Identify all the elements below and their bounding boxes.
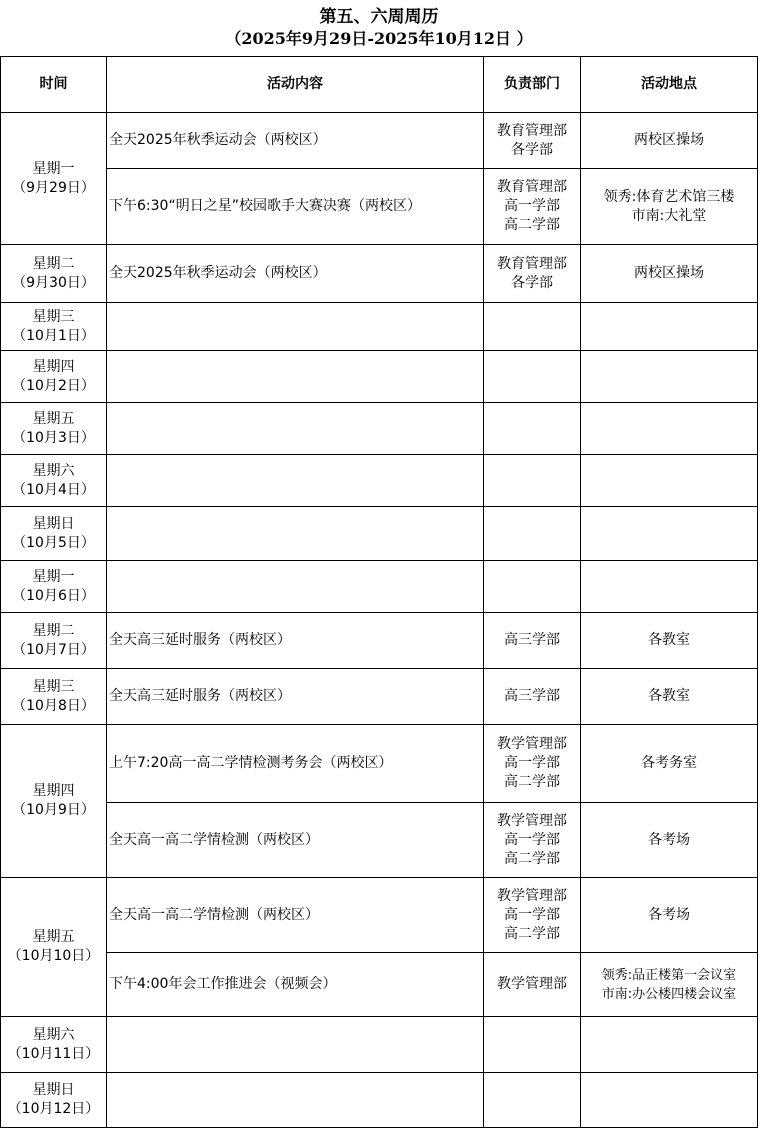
title-line-1: 第五、六周周历 bbox=[319, 7, 439, 27]
table-row bbox=[1, 669, 758, 725]
dept-line: 教学管理部 bbox=[497, 887, 567, 904]
calendar-title bbox=[0, 0, 758, 56]
date: （10月8日） bbox=[12, 697, 95, 714]
day-cell bbox=[1, 351, 107, 403]
dept-line: 高二学部 bbox=[504, 774, 560, 790]
location-line: 领秀:品正楼第一会议室 bbox=[601, 967, 737, 983]
location-cell bbox=[581, 613, 758, 669]
day-cell bbox=[1, 613, 107, 669]
dept-line: 各学部 bbox=[511, 141, 553, 158]
day-cell bbox=[1, 113, 107, 245]
activity-cell bbox=[107, 507, 484, 561]
weekday: 星期四 bbox=[32, 358, 75, 375]
day-cell bbox=[1, 725, 107, 878]
weekday: 星期二 bbox=[32, 622, 75, 639]
dept-line: 教学管理部 bbox=[497, 812, 567, 829]
dept-cell bbox=[484, 507, 581, 561]
table-row bbox=[1, 878, 758, 953]
location-cell bbox=[581, 507, 758, 561]
table-row bbox=[1, 455, 758, 507]
activity-cell bbox=[107, 1017, 484, 1073]
activity-cell: 全天高一高二学情检测（两校区） bbox=[107, 878, 484, 953]
day-cell bbox=[1, 1017, 107, 1073]
weekday: 星期一 bbox=[32, 568, 75, 585]
date: （10月2日） bbox=[12, 377, 95, 394]
date: （10月10日） bbox=[7, 948, 100, 964]
weekday: 星期三 bbox=[32, 678, 75, 695]
location-line: 各考场 bbox=[648, 831, 690, 848]
weekday: 星期六 bbox=[32, 1026, 75, 1043]
location-cell bbox=[581, 113, 758, 169]
location-cell bbox=[581, 1073, 758, 1128]
day-cell bbox=[1, 303, 107, 351]
date: （10月4日） bbox=[12, 481, 95, 498]
schedule-table bbox=[0, 56, 758, 1128]
day-cell bbox=[1, 878, 107, 1017]
dept-line: 教育管理部 bbox=[497, 255, 567, 272]
dept-line: 高一学部 bbox=[504, 755, 560, 771]
weekday: 星期五 bbox=[32, 410, 75, 427]
location-cell bbox=[581, 669, 758, 725]
header-row bbox=[1, 57, 758, 113]
dept-cell bbox=[484, 803, 581, 878]
date: （10月7日） bbox=[12, 641, 95, 658]
location-cell bbox=[581, 803, 758, 878]
weekday: 星期二 bbox=[32, 255, 75, 272]
table-row bbox=[1, 169, 758, 245]
table-row bbox=[1, 953, 758, 1017]
header-dept: 负责部门 bbox=[484, 57, 581, 113]
dept-cell bbox=[484, 1073, 581, 1128]
dept-line: 高二学部 bbox=[504, 925, 560, 942]
date: （10月9日） bbox=[12, 802, 95, 818]
table-row bbox=[1, 507, 758, 561]
date: （10月5日） bbox=[12, 534, 95, 551]
dept-cell bbox=[484, 1017, 581, 1073]
table-row bbox=[1, 303, 758, 351]
activity-cell bbox=[107, 1073, 484, 1128]
dept-cell bbox=[484, 725, 581, 803]
location-cell bbox=[581, 1017, 758, 1073]
day-cell bbox=[1, 507, 107, 561]
day-cell bbox=[1, 669, 107, 725]
table-row bbox=[1, 351, 758, 403]
dept-cell bbox=[484, 303, 581, 351]
dept-line: 教学管理部 bbox=[497, 976, 567, 992]
location-cell bbox=[581, 303, 758, 351]
location-line: 市南:大礼堂 bbox=[631, 207, 707, 224]
weekday: 星期一 bbox=[32, 160, 75, 177]
weekday: 星期六 bbox=[32, 462, 75, 479]
location-cell bbox=[581, 953, 758, 1017]
activity-cell bbox=[107, 351, 484, 403]
location-cell bbox=[581, 351, 758, 403]
location-line: 两校区操场 bbox=[634, 265, 704, 281]
activity-cell bbox=[107, 403, 484, 455]
date: （10月1日） bbox=[12, 327, 95, 344]
table-row bbox=[1, 803, 758, 878]
day-cell bbox=[1, 245, 107, 303]
header-time: 时间 bbox=[1, 57, 107, 113]
dept-line: 各学部 bbox=[511, 274, 553, 291]
dept-cell bbox=[484, 113, 581, 169]
activity-cell: 全天高三延时服务（两校区） bbox=[107, 613, 484, 669]
location-line: 领秀:体育艺术馆三楼 bbox=[603, 188, 735, 205]
weekday: 星期四 bbox=[32, 783, 75, 799]
table-row bbox=[1, 1073, 758, 1128]
date: （10月12日） bbox=[7, 1101, 100, 1117]
dept-cell bbox=[484, 953, 581, 1017]
activity-cell bbox=[107, 303, 484, 351]
activity-cell: 下午6:30“明日之星”校园歌手大赛决赛（两校区） bbox=[107, 169, 484, 245]
dept-cell bbox=[484, 669, 581, 725]
activity-cell: 全天2025年秋季运动会（两校区） bbox=[107, 245, 484, 303]
dept-cell bbox=[484, 455, 581, 507]
activity-cell: 全天高三延时服务（两校区） bbox=[107, 669, 484, 725]
day-cell bbox=[1, 455, 107, 507]
dept-cell bbox=[484, 245, 581, 303]
location-cell bbox=[581, 245, 758, 303]
activity-cell: 全天高一高二学情检测（两校区） bbox=[107, 803, 484, 878]
dept-line: 高一学部 bbox=[504, 198, 560, 214]
date: （9月30日） bbox=[12, 274, 95, 291]
header-location: 活动地点 bbox=[581, 57, 758, 113]
dept-line: 高三学部 bbox=[504, 632, 560, 648]
location-cell bbox=[581, 455, 758, 507]
dept-line: 教育管理部 bbox=[497, 179, 567, 195]
date: （10月11日） bbox=[7, 1045, 100, 1062]
date: （9月29日） bbox=[12, 179, 95, 196]
location-line: 市南:办公楼四楼会议室 bbox=[601, 986, 737, 1002]
table-row bbox=[1, 613, 758, 669]
location-cell bbox=[581, 561, 758, 613]
date: （10月6日） bbox=[12, 587, 95, 604]
location-line: 各考场 bbox=[648, 906, 690, 923]
dept-cell bbox=[484, 613, 581, 669]
title-line-2: （2025年9月29日-2025年10月12日 ） bbox=[225, 29, 533, 48]
location-cell bbox=[581, 403, 758, 455]
day-cell bbox=[1, 561, 107, 613]
weekday: 星期五 bbox=[32, 929, 75, 945]
dept-line: 高一学部 bbox=[504, 906, 560, 923]
weekday: 星期日 bbox=[32, 515, 75, 532]
dept-line: 高二学部 bbox=[504, 850, 560, 867]
activity-cell bbox=[107, 561, 484, 613]
table-row bbox=[1, 113, 758, 169]
location-line: 各教室 bbox=[648, 688, 690, 704]
location-line: 两校区操场 bbox=[634, 132, 704, 148]
header-activity: 活动内容 bbox=[107, 57, 484, 113]
weekday: 星期日 bbox=[32, 1082, 75, 1098]
location-cell bbox=[581, 725, 758, 803]
dept-cell bbox=[484, 878, 581, 953]
table-row bbox=[1, 725, 758, 803]
location-cell bbox=[581, 878, 758, 953]
table-row bbox=[1, 245, 758, 303]
dept-cell bbox=[484, 169, 581, 245]
activity-cell: 下午4:00年会工作推进会（视频会） bbox=[107, 953, 484, 1017]
location-cell bbox=[581, 169, 758, 245]
dept-cell bbox=[484, 351, 581, 403]
weekday: 星期三 bbox=[32, 308, 75, 325]
date: （10月3日） bbox=[12, 429, 95, 446]
table-row bbox=[1, 1017, 758, 1073]
day-cell bbox=[1, 1073, 107, 1128]
dept-line: 教育管理部 bbox=[497, 122, 567, 139]
table-row bbox=[1, 403, 758, 455]
dept-line: 高二学部 bbox=[504, 217, 560, 233]
activity-cell bbox=[107, 455, 484, 507]
table-row bbox=[1, 561, 758, 613]
location-line: 各考务室 bbox=[641, 755, 697, 771]
dept-cell bbox=[484, 561, 581, 613]
day-cell bbox=[1, 403, 107, 455]
activity-cell: 全天2025年秋季运动会（两校区） bbox=[107, 113, 484, 169]
location-line: 各教室 bbox=[648, 632, 690, 648]
activity-cell: 上午7:20高一高二学情检测考务会（两校区） bbox=[107, 725, 484, 803]
dept-cell bbox=[484, 403, 581, 455]
dept-line: 高三学部 bbox=[504, 688, 560, 704]
dept-line: 高一学部 bbox=[504, 831, 560, 848]
dept-line: 教学管理部 bbox=[497, 736, 567, 752]
